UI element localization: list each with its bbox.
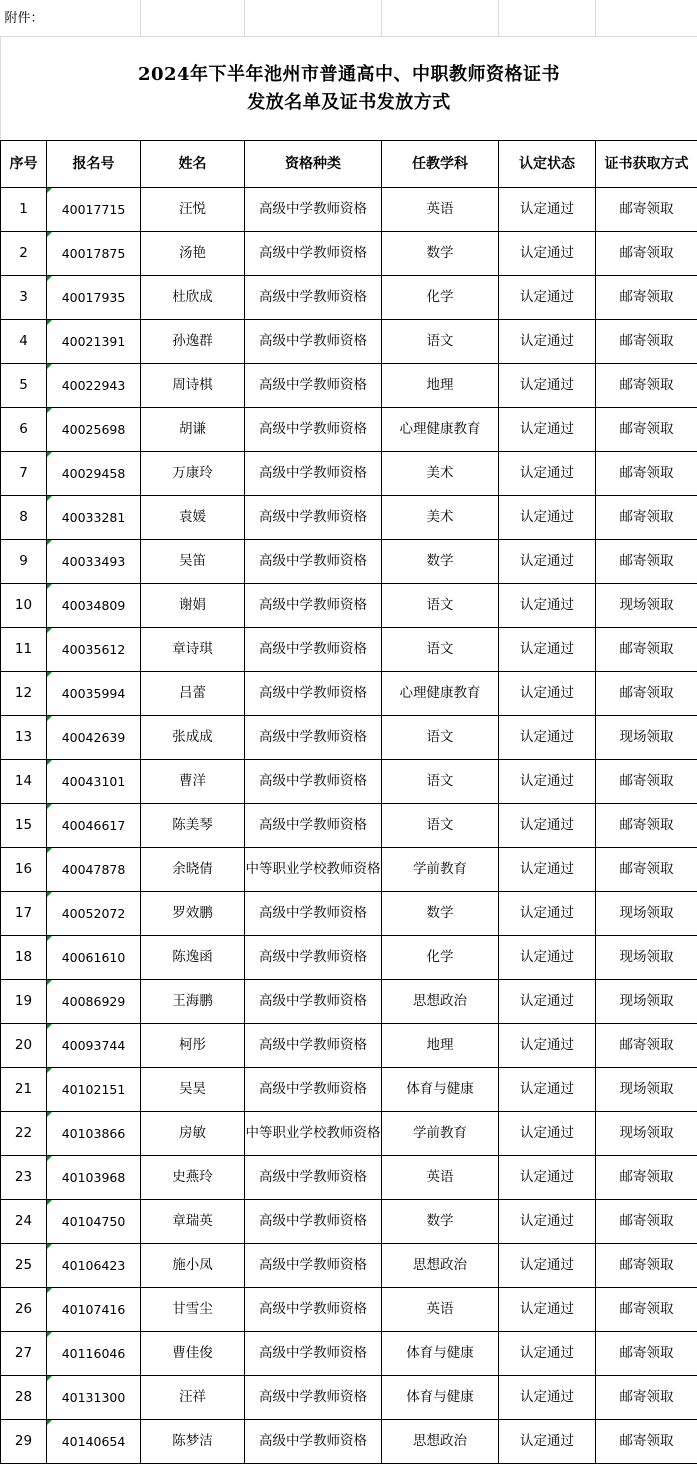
cell-status: 认定通过 (499, 496, 596, 540)
cell-registration-number: 40042639 (47, 716, 141, 760)
cell-registration-number: 40061610 (47, 936, 141, 980)
cell-subject: 心理健康教育 (382, 672, 499, 716)
cell-subject: 思想政治 (382, 980, 499, 1024)
table-row (1, 936, 697, 980)
cell-qualification-type: 高级中学教师资格 (245, 1200, 382, 1244)
cell-collection-method: 邮寄领取 (596, 628, 697, 672)
cell-status: 认定通过 (499, 1156, 596, 1200)
cell-qualification-type: 高级中学教师资格 (245, 980, 382, 1024)
cell-collection-method: 现场领取 (596, 936, 697, 980)
cell-subject: 数学 (382, 892, 499, 936)
cell-index: 1 (1, 188, 47, 232)
table-row (1, 496, 697, 540)
cell-qualification-type: 高级中学教师资格 (245, 1024, 382, 1068)
cell-status: 认定通过 (499, 1112, 596, 1156)
cell-index: 5 (1, 364, 47, 408)
cell-qualification-type: 高级中学教师资格 (245, 540, 382, 584)
cell-subject: 语文 (382, 716, 499, 760)
cell-collection-method: 现场领取 (596, 584, 697, 628)
cell-name: 胡谦 (141, 408, 245, 452)
cell-name: 吕蕾 (141, 672, 245, 716)
cell-registration-number: 40107416 (47, 1288, 141, 1332)
cell-name: 柯彤 (141, 1024, 245, 1068)
cell-registration-number: 40052072 (47, 892, 141, 936)
empty-cell (141, 0, 245, 37)
cell-name: 汪悦 (141, 188, 245, 232)
cell-index: 16 (1, 848, 47, 892)
document-title (1, 37, 697, 141)
table-row (1, 760, 697, 804)
cell-status: 认定通过 (499, 1244, 596, 1288)
cell-qualification-type: 高级中学教师资格 (245, 1332, 382, 1376)
cell-index: 29 (1, 1420, 47, 1464)
cell-collection-method: 现场领取 (596, 716, 697, 760)
cell-status: 认定通过 (499, 848, 596, 892)
empty-cell (382, 0, 499, 37)
cell-subject: 英语 (382, 1288, 499, 1332)
title-row (1, 37, 697, 141)
cell-registration-number: 40106423 (47, 1244, 141, 1288)
cell-name: 施小凤 (141, 1244, 245, 1288)
cell-index: 3 (1, 276, 47, 320)
cell-qualification-type: 高级中学教师资格 (245, 188, 382, 232)
table-row (1, 232, 697, 276)
cell-index: 25 (1, 1244, 47, 1288)
cell-collection-method: 邮寄领取 (596, 408, 697, 452)
cell-qualification-type: 高级中学教师资格 (245, 496, 382, 540)
cell-qualification-type: 高级中学教师资格 (245, 364, 382, 408)
cell-qualification-type: 高级中学教师资格 (245, 1288, 382, 1332)
cell-index: 12 (1, 672, 47, 716)
cell-name: 袁媛 (141, 496, 245, 540)
cell-name: 罗效鹏 (141, 892, 245, 936)
table-row (1, 848, 697, 892)
header-row (1, 141, 697, 188)
table-row (1, 1068, 697, 1112)
cell-registration-number: 40021391 (47, 320, 141, 364)
cell-collection-method: 邮寄领取 (596, 496, 697, 540)
cell-qualification-type: 高级中学教师资格 (245, 584, 382, 628)
cell-status: 认定通过 (499, 320, 596, 364)
table-row (1, 364, 697, 408)
cell-name: 房敏 (141, 1112, 245, 1156)
cell-subject: 语文 (382, 804, 499, 848)
cell-index: 8 (1, 496, 47, 540)
cell-subject: 英语 (382, 1156, 499, 1200)
empty-cell (245, 0, 382, 37)
cell-status: 认定通过 (499, 188, 596, 232)
cell-registration-number: 40116046 (47, 1332, 141, 1376)
cell-registration-number: 40017935 (47, 276, 141, 320)
table-row (1, 628, 697, 672)
cell-qualification-type: 高级中学教师资格 (245, 276, 382, 320)
cell-subject: 语文 (382, 584, 499, 628)
table-row (1, 276, 697, 320)
cell-subject: 化学 (382, 276, 499, 320)
cell-subject: 语文 (382, 628, 499, 672)
cell-collection-method: 邮寄领取 (596, 1244, 697, 1288)
cell-subject: 学前教育 (382, 848, 499, 892)
cell-name: 杜欣成 (141, 276, 245, 320)
cell-subject: 体育与健康 (382, 1376, 499, 1420)
cell-registration-number: 40035612 (47, 628, 141, 672)
cell-name: 谢娟 (141, 584, 245, 628)
cell-status: 认定通过 (499, 804, 596, 848)
cell-qualification-type: 高级中学教师资格 (245, 936, 382, 980)
cell-registration-number: 40131300 (47, 1376, 141, 1420)
cell-subject: 地理 (382, 1024, 499, 1068)
table-row (1, 408, 697, 452)
cell-collection-method: 邮寄领取 (596, 1024, 697, 1068)
cell-qualification-type: 中等职业学校教师资格 (245, 1112, 382, 1156)
cell-name: 张成成 (141, 716, 245, 760)
cell-collection-method: 邮寄领取 (596, 1200, 697, 1244)
cell-subject: 心理健康教育 (382, 408, 499, 452)
cell-status: 认定通过 (499, 1332, 596, 1376)
cell-status: 认定通过 (499, 936, 596, 980)
cell-index: 18 (1, 936, 47, 980)
cell-status: 认定通过 (499, 760, 596, 804)
table-row (1, 1288, 697, 1332)
header-name: 姓名 (141, 141, 245, 188)
cell-collection-method: 现场领取 (596, 980, 697, 1024)
cell-qualification-type: 高级中学教师资格 (245, 760, 382, 804)
cell-qualification-type: 高级中学教师资格 (245, 892, 382, 936)
table-row (1, 540, 697, 584)
table-row (1, 804, 697, 848)
cell-registration-number: 40104750 (47, 1200, 141, 1244)
table-row (1, 1376, 697, 1420)
cell-qualification-type: 高级中学教师资格 (245, 1376, 382, 1420)
table-row (1, 892, 697, 936)
cell-collection-method: 邮寄领取 (596, 364, 697, 408)
header-index: 序号 (1, 141, 47, 188)
cell-qualification-type: 高级中学教师资格 (245, 1156, 382, 1200)
cell-subject: 思想政治 (382, 1244, 499, 1288)
cell-subject: 化学 (382, 936, 499, 980)
cell-collection-method: 邮寄领取 (596, 320, 697, 364)
cell-status: 认定通过 (499, 540, 596, 584)
cell-name: 史燕玲 (141, 1156, 245, 1200)
cell-subject: 体育与健康 (382, 1332, 499, 1376)
empty-cell (499, 0, 596, 37)
cell-subject: 美术 (382, 496, 499, 540)
cell-subject: 语文 (382, 760, 499, 804)
attachment-row (1, 0, 697, 37)
cell-collection-method: 邮寄领取 (596, 232, 697, 276)
cell-name: 汪祥 (141, 1376, 245, 1420)
header-qualification-type: 资格种类 (245, 141, 382, 188)
cell-qualification-type: 中等职业学校教师资格 (245, 848, 382, 892)
cell-index: 10 (1, 584, 47, 628)
cell-name: 汤艳 (141, 232, 245, 276)
cell-registration-number: 40093744 (47, 1024, 141, 1068)
cell-index: 21 (1, 1068, 47, 1112)
cell-status: 认定通过 (499, 276, 596, 320)
cell-qualification-type: 高级中学教师资格 (245, 320, 382, 364)
cell-index: 22 (1, 1112, 47, 1156)
table-row (1, 1332, 697, 1376)
cell-collection-method: 邮寄领取 (596, 1420, 697, 1464)
cell-name: 周诗棋 (141, 364, 245, 408)
table-row (1, 716, 697, 760)
cell-status: 认定通过 (499, 408, 596, 452)
cell-index: 23 (1, 1156, 47, 1200)
cell-index: 6 (1, 408, 47, 452)
cell-index: 2 (1, 232, 47, 276)
cell-registration-number: 40022943 (47, 364, 141, 408)
cell-index: 15 (1, 804, 47, 848)
cell-name: 吴昊 (141, 1068, 245, 1112)
cell-collection-method: 邮寄领取 (596, 1156, 697, 1200)
empty-cell (596, 0, 697, 37)
cell-name: 吴笛 (141, 540, 245, 584)
cell-qualification-type: 高级中学教师资格 (245, 804, 382, 848)
cell-registration-number: 40043101 (47, 760, 141, 804)
cell-status: 认定通过 (499, 1420, 596, 1464)
cell-status: 认定通过 (499, 628, 596, 672)
cell-qualification-type: 高级中学教师资格 (245, 232, 382, 276)
cell-status: 认定通过 (499, 980, 596, 1024)
cell-qualification-type: 高级中学教师资格 (245, 672, 382, 716)
cell-index: 19 (1, 980, 47, 1024)
cell-status: 认定通过 (499, 452, 596, 496)
cell-status: 认定通过 (499, 1024, 596, 1068)
cell-collection-method: 现场领取 (596, 892, 697, 936)
cell-index: 4 (1, 320, 47, 364)
cell-collection-method: 现场领取 (596, 1068, 697, 1112)
cell-registration-number: 40017715 (47, 188, 141, 232)
cell-collection-method: 邮寄领取 (596, 452, 697, 496)
cell-qualification-type: 高级中学教师资格 (245, 1420, 382, 1464)
cell-collection-method: 邮寄领取 (596, 188, 697, 232)
cell-status: 认定通过 (499, 1376, 596, 1420)
cell-status: 认定通过 (499, 232, 596, 276)
cell-subject: 美术 (382, 452, 499, 496)
cell-status: 认定通过 (499, 584, 596, 628)
header-status: 认定状态 (499, 141, 596, 188)
cell-registration-number: 40017875 (47, 232, 141, 276)
cell-status: 认定通过 (499, 1288, 596, 1332)
table-row (1, 1420, 697, 1464)
table-row (1, 584, 697, 628)
table-row (1, 320, 697, 364)
cell-status: 认定通过 (499, 364, 596, 408)
cell-name: 陈美琴 (141, 804, 245, 848)
cell-subject: 英语 (382, 188, 499, 232)
title-line-1: 2024年下半年池州市普通高中、中职教师资格证书 (137, 63, 561, 85)
cell-status: 认定通过 (499, 1068, 596, 1112)
cell-registration-number: 40034809 (47, 584, 141, 628)
cell-name: 陈逸函 (141, 936, 245, 980)
cell-registration-number: 40047878 (47, 848, 141, 892)
cell-index: 7 (1, 452, 47, 496)
cell-name: 曹洋 (141, 760, 245, 804)
cell-subject: 地理 (382, 364, 499, 408)
table-row (1, 980, 697, 1024)
cell-collection-method: 邮寄领取 (596, 540, 697, 584)
cell-registration-number: 40140654 (47, 1420, 141, 1464)
cell-collection-method: 现场领取 (596, 1112, 697, 1156)
cell-name: 王海鹏 (141, 980, 245, 1024)
cell-name: 孙逸群 (141, 320, 245, 364)
header-registration-number: 报名号 (47, 141, 141, 188)
cell-name: 陈梦洁 (141, 1420, 245, 1464)
cell-subject: 思想政治 (382, 1420, 499, 1464)
cell-index: 9 (1, 540, 47, 584)
cell-qualification-type: 高级中学教师资格 (245, 1068, 382, 1112)
cell-status: 认定通过 (499, 1200, 596, 1244)
cell-index: 17 (1, 892, 47, 936)
cell-registration-number: 40033493 (47, 540, 141, 584)
cell-qualification-type: 高级中学教师资格 (245, 408, 382, 452)
cell-qualification-type: 高级中学教师资格 (245, 452, 382, 496)
cell-subject: 体育与健康 (382, 1068, 499, 1112)
header-subject: 任教学科 (382, 141, 499, 188)
cell-subject: 数学 (382, 1200, 499, 1244)
title-line-2: 发放名单及证书发放方式 (247, 91, 451, 113)
cell-registration-number: 40086929 (47, 980, 141, 1024)
cell-index: 13 (1, 716, 47, 760)
cell-qualification-type: 高级中学教师资格 (245, 716, 382, 760)
cell-name: 甘雪尘 (141, 1288, 245, 1332)
cell-collection-method: 邮寄领取 (596, 276, 697, 320)
cell-registration-number: 40033281 (47, 496, 141, 540)
table-row (1, 452, 697, 496)
cell-qualification-type: 高级中学教师资格 (245, 628, 382, 672)
header-collection-method: 证书获取方式 (596, 141, 697, 188)
cell-registration-number: 40029458 (47, 452, 141, 496)
cell-registration-number: 40025698 (47, 408, 141, 452)
cell-qualification-type: 高级中学教师资格 (245, 1244, 382, 1288)
cell-name: 余晓倩 (141, 848, 245, 892)
cell-index: 14 (1, 760, 47, 804)
cell-registration-number: 40035994 (47, 672, 141, 716)
table-row (1, 1156, 697, 1200)
cell-subject: 数学 (382, 540, 499, 584)
cell-index: 11 (1, 628, 47, 672)
table-row (1, 188, 697, 232)
table-row (1, 1200, 697, 1244)
cell-registration-number: 40102151 (47, 1068, 141, 1112)
cell-name: 万康玲 (141, 452, 245, 496)
attachment-label: 附件： (1, 0, 141, 37)
cell-collection-method: 邮寄领取 (596, 672, 697, 716)
cell-collection-method: 邮寄领取 (596, 1376, 697, 1420)
table-row (1, 1112, 697, 1156)
cell-collection-method: 邮寄领取 (596, 760, 697, 804)
cell-subject: 数学 (382, 232, 499, 276)
cell-name: 曹佳俊 (141, 1332, 245, 1376)
table-row (1, 1244, 697, 1288)
cell-index: 27 (1, 1332, 47, 1376)
cell-status: 认定通过 (499, 716, 596, 760)
cell-index: 26 (1, 1288, 47, 1332)
cell-name: 章诗琪 (141, 628, 245, 672)
cell-registration-number: 40103968 (47, 1156, 141, 1200)
cell-collection-method: 邮寄领取 (596, 848, 697, 892)
cell-collection-method: 邮寄领取 (596, 804, 697, 848)
cell-status: 认定通过 (499, 892, 596, 936)
cell-name: 章瑞英 (141, 1200, 245, 1244)
cell-collection-method: 邮寄领取 (596, 1332, 697, 1376)
cell-subject: 语文 (382, 320, 499, 364)
table-row (1, 1024, 697, 1068)
cell-registration-number: 40046617 (47, 804, 141, 848)
cell-subject: 学前教育 (382, 1112, 499, 1156)
cell-index: 28 (1, 1376, 47, 1420)
cell-collection-method: 邮寄领取 (596, 1288, 697, 1332)
cell-registration-number: 40103866 (47, 1112, 141, 1156)
cell-index: 20 (1, 1024, 47, 1068)
cell-index: 24 (1, 1200, 47, 1244)
table-row (1, 672, 697, 716)
cell-status: 认定通过 (499, 672, 596, 716)
